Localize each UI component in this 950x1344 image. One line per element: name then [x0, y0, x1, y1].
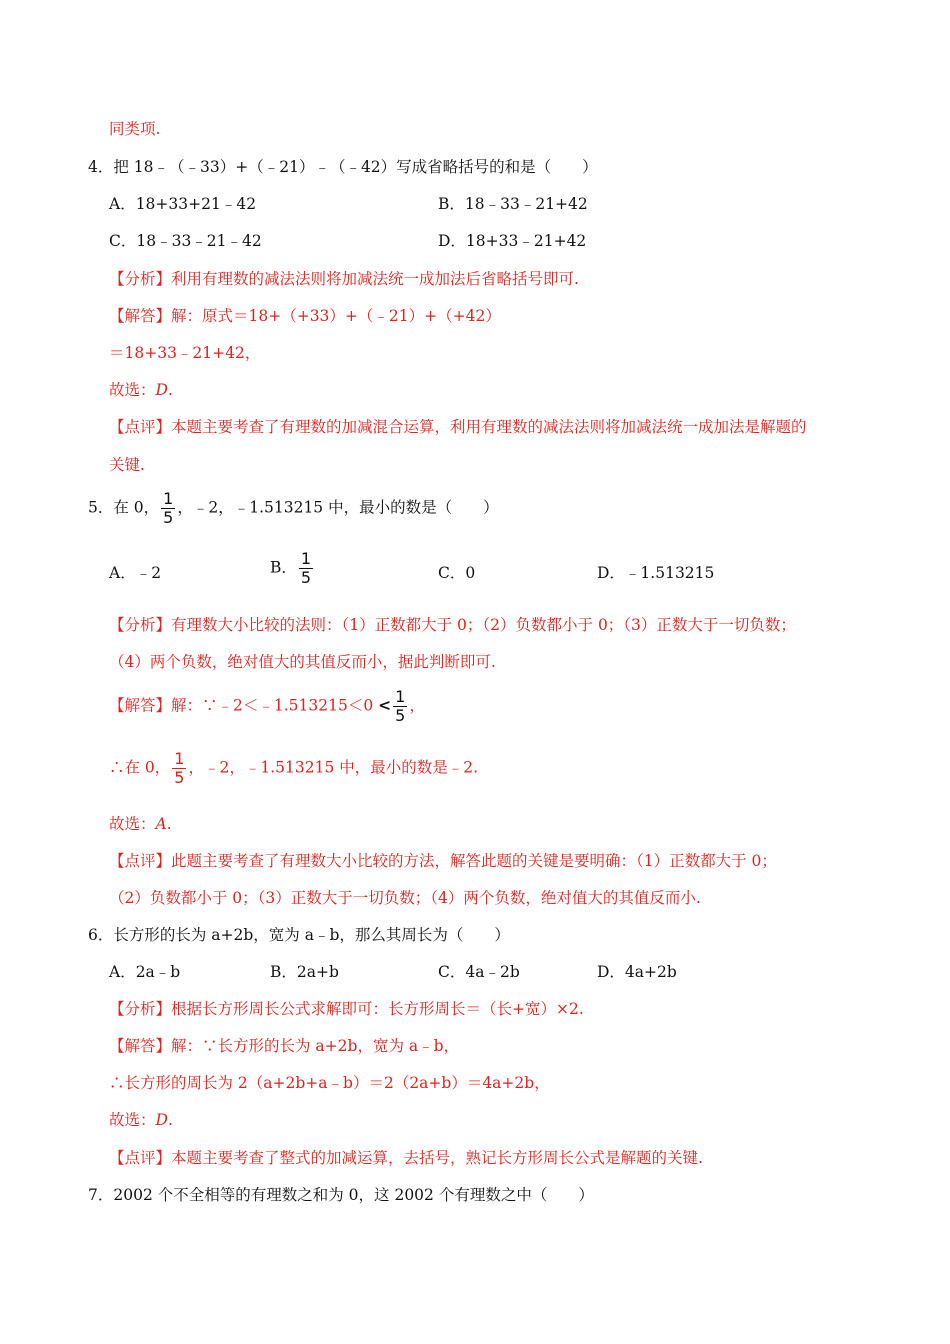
- q5-therefore: ∴在 0， $\frac{1}{5}$ ，﹣2，﹣1.513215 中，最小的数是﹣2.: [109, 749, 479, 787]
- q5-analysis-cont: （4）两个负数，绝对值大的其值反而小，据此判断即可.: [109, 653, 496, 671]
- q5-comment: 【点评】此题主要考查了有理数大小比较的方法，解答此题的关键是要明确：（1）正数都大于 0；: [109, 852, 777, 870]
- q5-comment-cont: （2）负数都小于 0；（3）正数大于一切负数；（4）两个负数，绝对值大的其值反而小.: [109, 889, 701, 907]
- fraction-one-fifth: $\frac{1}{5}$: [163, 489, 174, 527]
- q5-analysis: 【分析】有理数大小比较的法则：（1）正数都大于 0；（2）负数都小于 0；（3）正数大于一切负数；: [109, 616, 796, 634]
- fraction-one-fifth: $\frac{1}{5}$: [300, 549, 312, 587]
- q5-option-a: A．﹣2: [109, 564, 162, 582]
- q5-answer: 故选：A.: [109, 815, 172, 833]
- q6-solution: 【解答】解：∵长方形的长为 a+2b，宽为 a﹣b，: [109, 1037, 460, 1055]
- q6-option-b: B．2a+b: [270, 963, 339, 981]
- q4-solution-step: ＝18+33﹣21+42，: [109, 344, 261, 362]
- q6-answer: 故选：D.: [109, 1111, 173, 1129]
- q5-option-b: B． $\frac{1}{5}$: [270, 549, 312, 587]
- line-tongleixiang: 同类项.: [109, 120, 161, 138]
- q4-option-a: A．18+33+21﹣42: [109, 195, 257, 213]
- q5-solution: 【解答】解：∵﹣2＜﹣1.513215＜0 < $\frac{1}{5}$ ，: [109, 687, 425, 725]
- question-6: 6．长方形的长为 a+2b，宽为 a﹣b，那么其周长为（ ）: [88, 926, 510, 944]
- q4-option-d: D．18+33﹣21+42: [438, 232, 587, 250]
- q4-comment: 【点评】本题主要考查了有理数的加减混合运算，利用有理数的减法法则将加减法统一成加法是解题的: [109, 418, 807, 436]
- q4-solution: 【解答】解：原式＝18+（+33）+（﹣21）+（+42）: [109, 307, 501, 325]
- q6-option-d: D．4a+2b: [597, 963, 677, 981]
- q5-option-d: D．﹣1.513215: [597, 564, 715, 582]
- question-7: 7．2002 个不全相等的有理数之和为 0，这 2002 个有理数之中（ ）: [88, 1186, 594, 1204]
- q6-comment: 【点评】本题主要考查了整式的加减运算，去括号，熟记长方形周长公式是解题的关键.: [109, 1149, 703, 1167]
- q4-analysis: 【分析】利用有理数的减法法则将加减法统一成加法后省略括号即可.: [109, 270, 579, 288]
- q5-option-c: C．0: [438, 564, 476, 582]
- q4-option-b: B．18﹣33﹣21+42: [438, 195, 588, 213]
- fraction-one-fifth: $\frac{1}{5}$: [174, 749, 185, 787]
- q6-option-c: C．4a﹣2b: [438, 963, 520, 981]
- fraction-one-fifth: $\frac{1}{5}$: [395, 687, 406, 725]
- q6-option-a: A．2a﹣b: [109, 963, 181, 981]
- question-4: 4．把 18﹣（﹣33）+（﹣21）﹣（﹣42）写成省略括号的和是（ ）: [88, 158, 598, 176]
- q4-option-c: C．18﹣33﹣21﹣42: [109, 232, 262, 250]
- q4-comment-cont: 关键.: [109, 456, 145, 474]
- question-5: 5．在 0， $\frac{1}{5}$ ，﹣2，﹣1.513215 中，最小的数是（ ）: [88, 489, 499, 527]
- q6-therefore: ∴长方形的周长为 2（a+2b+a﹣b）＝2（2a+b）＝4a+2b，: [109, 1074, 550, 1092]
- q4-answer: 故选：D.: [109, 381, 173, 399]
- q6-analysis: 【分析】根据长方形周长公式求解即可：长方形周长＝（长+宽）×2.: [109, 1000, 584, 1018]
